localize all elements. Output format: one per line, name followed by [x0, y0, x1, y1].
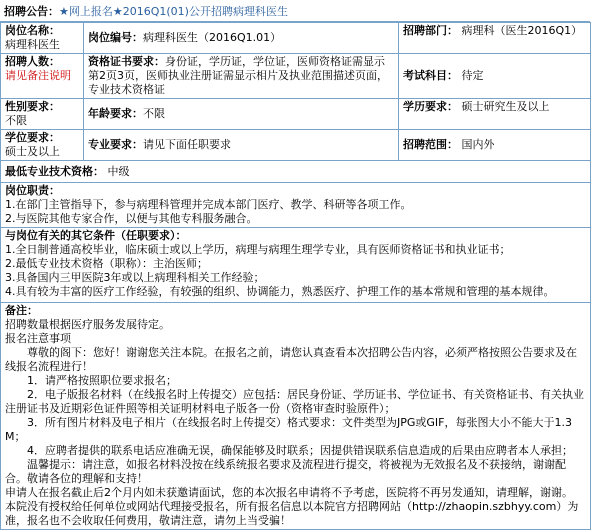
- notes-para: 1．请严格按照职位要求报名；: [27, 374, 177, 387]
- job-details-table: [0, 22, 591, 530]
- requirement-line: 2.最低专业技术资格（职称）：主治医师；: [5, 257, 208, 270]
- duties-title: 岗位职责：: [5, 184, 60, 197]
- post-code-label: 岗位编号：: [88, 31, 143, 44]
- duties-line: 2.与医院其他专家合作，以便与其他专科服务融合。: [5, 212, 258, 225]
- degree-cell: [1, 130, 84, 161]
- exam-value: 待定: [461, 69, 484, 82]
- gender-label: 性别要求：: [5, 100, 60, 113]
- header-label: 招聘公告：: [4, 5, 59, 18]
- edu-value: 硕士研究生及以上: [461, 100, 550, 113]
- notes-para: 温馨提示：请注意，如报名材料没按在线系统报名要求及流程进行提交，将被视为无效报名及不获接纳，谢谢配合。敬请各位的理解和支持！: [5, 458, 566, 485]
- major-cell: [84, 130, 399, 161]
- scope-label: 招聘范围：: [403, 138, 458, 151]
- recruit-num-value: 请见备注说明: [5, 69, 71, 82]
- notes-para: 申请人在报名截止后2个月内如未获邀请面试，您的本次报名申请将不予考虑，医院将不再另发通知，请理解，谢谢。: [5, 486, 573, 499]
- post-code-cell: [84, 23, 399, 54]
- posting-header: [0, 0, 590, 22]
- cert-label: 资格证书要求：: [88, 55, 165, 68]
- gender-cell: [1, 99, 84, 130]
- notes-para: 3．所有图片材料及电子相片（在线报名时上传提交）格式要求：文件类型为JPG或GIF，每张图大小不能大于1.3M；: [5, 416, 572, 443]
- requirements-section: [1, 228, 591, 303]
- notes-para: 报名注意事项: [5, 332, 71, 345]
- requirement-line: 1.全日制普通高校毕业，临床硕士或以上学历，病理与病理生理学专业，具有医师资格证书和执业证书；: [5, 243, 511, 256]
- exam-cell: [399, 54, 591, 99]
- recruit-num-label: 招聘人数：: [5, 55, 60, 68]
- cert-value: 身份证，学历证，学位证，医师资格证需显示第2页3页，医师执业注册证需显示相片及执业范围描述页面，专业技术资格证: [88, 55, 388, 96]
- major-value: 请见下面任职要求: [143, 138, 231, 151]
- notes-para: 4．应聘者提供的联系电话应准确无误，确保能够及时联系；因提供错误联系信息造成的后果由应聘者本人承担；: [27, 444, 573, 457]
- requirement-line: 3.具备国内三甲医院3年或以上病理科相关工作经验；: [5, 271, 265, 284]
- degree-label: 学位要求：: [5, 131, 60, 144]
- age-label: 年龄要求：: [88, 107, 143, 120]
- dept-value: 病理科（医生2016Q1）: [461, 24, 583, 37]
- notes-para: 尊敬的阁下：您好！谢谢您关注本院。在报名之前，请您认真查看本次招聘公告内容，必须严格按照公告要求及在线报名流程进行！: [5, 346, 577, 373]
- major-label: 专业要求：: [88, 138, 143, 151]
- min-title-label: 最低专业技术资格：: [5, 164, 104, 178]
- dept-cell: [399, 23, 591, 54]
- requirement-line: 4.具有较为丰富的医疗工作经验，有较强的组织、协调能力，熟悉医疗、护理工作的基本常规和管理的基本规律。: [5, 285, 555, 298]
- post-name-label: 岗位名称：: [5, 24, 60, 37]
- age-value: 不限: [143, 107, 165, 120]
- duties-line: 1.在部门主管指导下，参与病理科管理并完成本部门医疗、教学、科研等各项工作。: [5, 198, 412, 211]
- requirements-title: 与岗位有关的其它条件（任职要求）：: [5, 229, 187, 242]
- cert-cell: [84, 54, 399, 99]
- scope-value: 国内外: [461, 138, 495, 151]
- post-code-value: 病理科医生（2016Q1.01）: [143, 31, 282, 44]
- notes-para: 2．电子版报名材料（在线报名时上传提交）应包括：居民身份证、学历证书、学位证书、有关资格证书、有关执业注册证书及近期彩色证件照等相关证明材料电子版各一份（资格审查时验原件）；: [5, 388, 584, 415]
- post-name-cell: [1, 23, 84, 54]
- scope-cell: [399, 130, 591, 161]
- edu-label: 学历要求：: [403, 100, 458, 113]
- edu-cell: [399, 99, 591, 130]
- notes-para: 本院没有授权给任何单位或网站代理接受报名，所有报名信息以本院官方招聘网站（http://zhaopin.szbhyy.com）为准，报名也不会收取任何费用，敬请注意，请勿上当受骗！: [5, 500, 579, 527]
- duties-section: [1, 183, 591, 228]
- min-title-value: 中级: [107, 164, 130, 178]
- posting-title-link[interactable]: ★网上报名★2016Q1(01)公开招聘病理科医生: [59, 5, 288, 18]
- notes-section: [1, 303, 591, 530]
- age-cell: [84, 99, 399, 130]
- recruit-num-cell: [1, 54, 84, 99]
- dept-label: 招聘部门：: [403, 24, 458, 37]
- notes-title: 备注：: [5, 304, 38, 317]
- post-name-value: 病理科医生: [5, 38, 60, 51]
- exam-label: 考试科目：: [403, 69, 458, 82]
- min-title-cell: [1, 161, 591, 183]
- degree-value: 硕士及以上: [5, 145, 60, 158]
- notes-para: 招聘数量根据医疗服务发展待定。: [5, 318, 170, 331]
- gender-value: 不限: [5, 114, 27, 127]
